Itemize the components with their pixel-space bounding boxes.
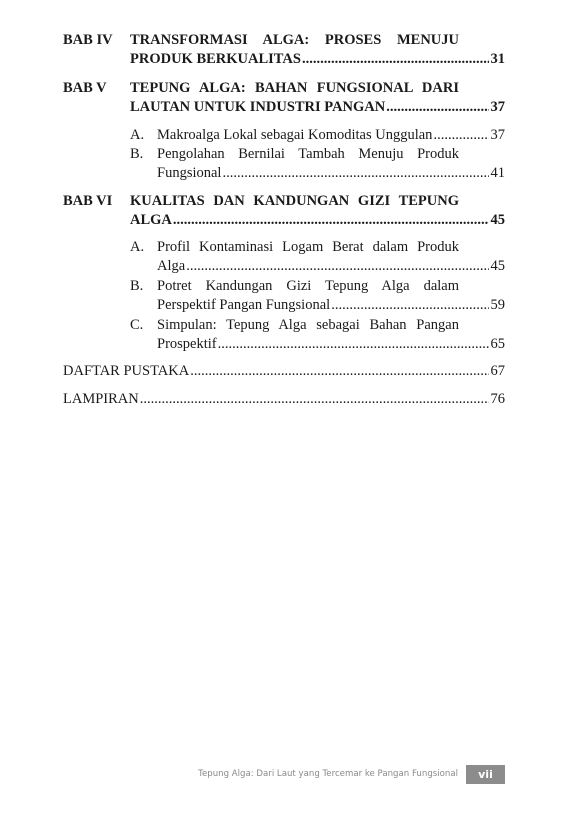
- backmatter-page-number: 76: [490, 391, 505, 407]
- section-letter: A.: [130, 127, 145, 143]
- backmatter-page-number: 67: [490, 363, 505, 379]
- section-title-text: Alga: [157, 258, 186, 274]
- chapter-title-line2: [130, 211, 505, 230]
- section-title-text: Perspektif Pangan Fungsional: [157, 297, 331, 313]
- chapter-title-line1: TRANSFORMASI ALGA: PROSES MENUJU: [130, 32, 459, 48]
- section-title-text: Fungsional: [157, 165, 222, 181]
- section-title-line1: Pengolahan Bernilai Tambah Menuju Produk: [157, 146, 459, 162]
- dot-leader: [218, 335, 489, 354]
- chapter-page-number: 31: [490, 51, 505, 67]
- section-page-number: 41: [490, 165, 505, 181]
- section-page-number: 37: [490, 127, 505, 143]
- dot-leader: [302, 50, 489, 69]
- chapter-title-text: PRODUK BERKUALITAS: [130, 51, 301, 67]
- chapter-title-text: ALGA: [130, 212, 172, 228]
- chapter-title-line1: KUALITAS DAN KANDUNGAN GIZI TEPUNG: [130, 193, 459, 209]
- section-title-text: Prospektif: [157, 336, 217, 352]
- section-title-line1: Profil Kontaminasi Logam Berat dalam Produk: [157, 239, 459, 255]
- dot-leader: [190, 362, 488, 381]
- backmatter-label: LAMPIRAN: [63, 391, 139, 407]
- chapter-number: BAB VI: [63, 193, 113, 209]
- chapter-title-line1: TEPUNG ALGA: BAHAN FUNGSIONAL DARI: [130, 80, 459, 96]
- footer-book-title: Tepung Alga: Dari Laut yang Tercemar ke Pangan Fungsional: [198, 769, 458, 779]
- chapter-page-number: 45: [490, 212, 505, 228]
- section-title-line2: [157, 296, 505, 315]
- section-title-line2: [157, 164, 505, 183]
- toc-appendix[interactable]: [63, 390, 505, 409]
- section-title-line2: [157, 335, 505, 354]
- section-letter: B.: [130, 146, 144, 162]
- backmatter-label: DAFTAR PUSTAKA: [63, 363, 190, 379]
- dot-leader: [186, 257, 488, 276]
- section-letter: A.: [130, 239, 145, 255]
- section-page-number: 59: [490, 297, 505, 313]
- section-title-line2: [157, 257, 505, 276]
- dot-leader: [222, 164, 488, 183]
- section-title-line1: Potret Kandungan Gizi Tepung Alga dalam: [157, 278, 459, 294]
- dot-leader: [140, 390, 489, 409]
- dot-leader: [386, 98, 488, 117]
- chapter-title-line2: [130, 50, 505, 69]
- toc-bibliography[interactable]: [63, 362, 505, 381]
- chapter-number: BAB IV: [63, 32, 113, 48]
- chapter-page-number: 37: [490, 99, 505, 115]
- dot-leader: [331, 296, 488, 315]
- dot-leader: [433, 126, 488, 145]
- section-title-text: Makroalga Lokal sebagai Komoditas Unggulan: [157, 127, 433, 143]
- section-page-number: 65: [490, 336, 505, 352]
- chapter-number: BAB V: [63, 80, 107, 96]
- footer-page-number: vii: [466, 765, 505, 784]
- section-letter: C.: [130, 317, 144, 333]
- section-title-line: [157, 126, 505, 145]
- section-letter: B.: [130, 278, 144, 294]
- section-page-number: 45: [490, 258, 505, 274]
- section-title-line1: Simpulan: Tepung Alga sebagai Bahan Pangan: [157, 317, 459, 333]
- dot-leader: [173, 211, 489, 230]
- chapter-title-line2: [130, 98, 505, 117]
- page-footer: [0, 765, 579, 785]
- chapter-title-text: LAUTAN UNTUK INDUSTRI PANGAN: [130, 99, 386, 115]
